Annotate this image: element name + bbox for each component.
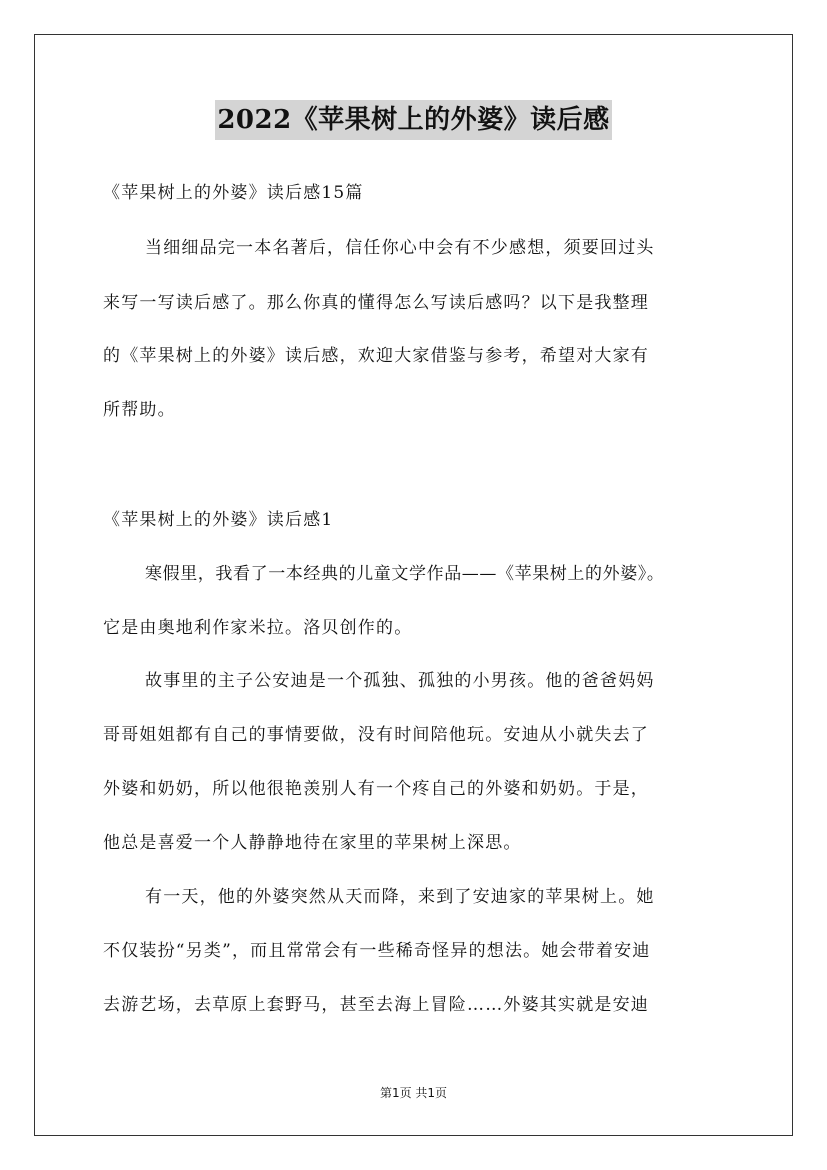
intro-line-3: 的《苹果树上的外婆》读后感，欢迎大家借鉴与参考，希望对大家有 [103,346,649,366]
page-footer: 第1页 共1页 [379,1086,448,1100]
body-line-7: 有一天，他的外婆突然从天而降，来到了安迪家的苹果树上。她 [145,887,655,907]
intro-line-1: 当细细品完一本名著后，信任你心中会有不少感想，须要回过头 [145,238,655,258]
body-line-2: 它是由奥地利作家米拉。洛贝创作的。 [103,618,413,638]
body-line-6: 他总是喜爱一个人静静地待在家里的苹果树上深思。 [103,833,522,853]
body-line-9: 去游艺场，去草原上套野马，甚至去海上冒险……外婆其实就是安迪 [103,995,649,1015]
document-title-wrap [0,100,827,140]
intro-line-4: 所帮助。 [103,400,176,420]
body-line-1: 寒假里，我看了一本经典的儿童文学作品——《苹果树上的外婆》。 [145,564,665,584]
body-line-4: 哥哥姐姐都有自己的事情要做，没有时间陪他玩。安迪从小就失去了 [103,725,649,745]
subtitle: 《苹果树上的外婆》读后感15篇 [103,183,364,203]
body-line-3: 故事里的主子公安迪是一个孤独、孤独的小男孩。他的爸爸妈妈 [145,671,655,691]
body-line-8: 不仅装扮“另类”，而且常常会有一些稀奇怪异的想法。她会带着安迪 [103,941,651,961]
intro-line-2: 来写一写读后感了。那么你真的懂得怎么写读后感吗？以下是我整理 [103,293,649,313]
body-line-5: 外婆和奶奶，所以他很艳羡别人有一个疼自己的外婆和奶奶。于是， [103,779,649,799]
document-title: 2022《苹果树上的外婆》读后感 [215,100,611,140]
section-heading: 《苹果树上的外婆》读后感1 [103,510,334,530]
